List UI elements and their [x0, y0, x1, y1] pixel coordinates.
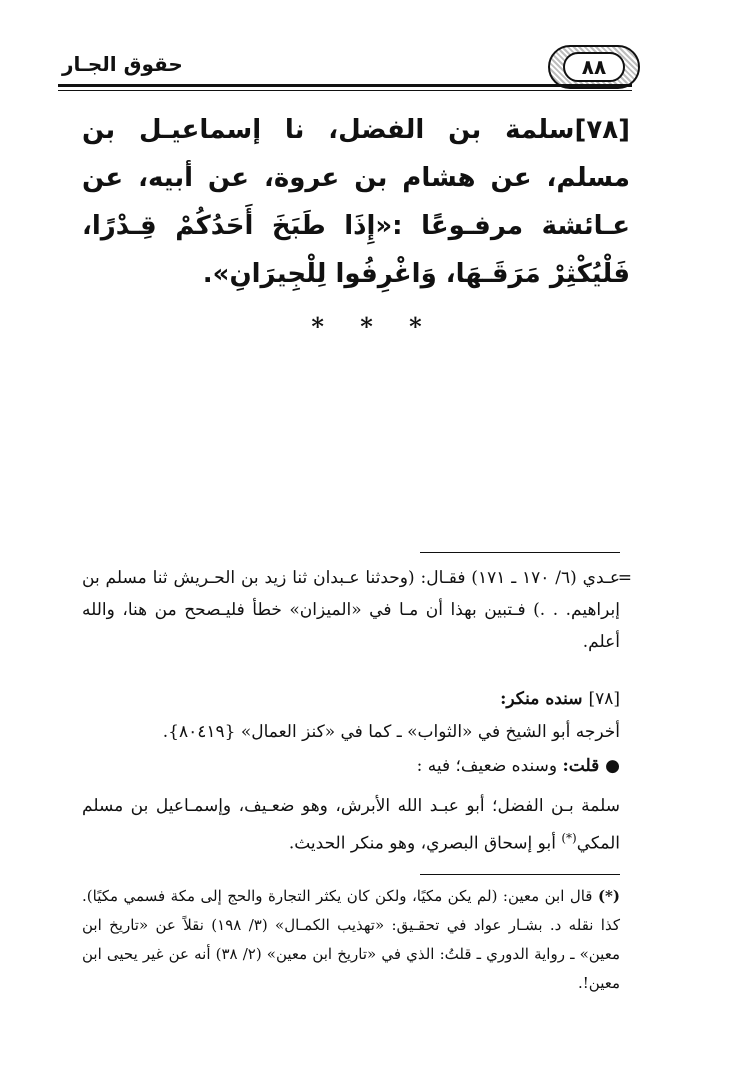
continuation-marker: = — [617, 568, 632, 588]
running-title: حقوق الجـار — [62, 52, 183, 76]
footnote-heading — [82, 683, 620, 715]
bullet-line — [82, 750, 620, 782]
page-number-badge — [548, 45, 640, 89]
margin-note — [82, 882, 620, 998]
footnote-continuation — [82, 562, 632, 658]
note-marker: (*) — [597, 887, 620, 905]
header-rule-thin — [58, 90, 632, 91]
bullet-text: وسنده ضعيف؛ فيه : — [416, 756, 558, 776]
page-number: ٨٨ — [563, 52, 625, 82]
footnote-title: سنده منكر: — [500, 689, 583, 709]
narrator-details — [82, 790, 620, 860]
note-rule — [420, 874, 620, 875]
detail-part-2: أبو إسحاق البصري، وهو منكر الحديث. — [288, 833, 556, 854]
detail-marker: (*) — [561, 831, 577, 845]
footnote-number: [٧٨] — [588, 689, 620, 709]
hadith-text: [٧٨]سلمة بن الفضل، نا إسماعيـل بن مسلم، عن هشام بن عروة، عن أبيه، عن عـائشة مرفـوعًا :«إِذَا طَبَخَ أَحَدُكُمْ قِـدْرًا، فَلْيُكْثِرْ مَرَقَـهَا، وَاغْرِفُوا لِلْجِيرَانِ». — [82, 115, 630, 289]
takhrij-line: أخرجه أبو الشيخ في «الثواب» ـ كما في «كنز العمال» {٨٠٤١٩}. — [162, 722, 620, 742]
header-rule — [58, 84, 632, 87]
bullet-label: ● قلت: — [562, 756, 620, 776]
continuation-text: عـدي (٦/ ١٧٠ ـ ١٧١) فقـال: (وحدثنا عـبدان ثنا زيد بن الحـريش ثنا مسلم بن إبراهيم. . .) فـتبين بهذا أن مـا في «الميزان» خطأ فليـصحح من هنا، والله أعلم. — [82, 568, 620, 652]
note-text: قال ابن معين: (لم يكن مكيًا، ولكن كان يكثر التجارة والحج إلى مكة فسمي مكيًا). كذا نقله د. بشـار عواد في تحقـيق: «تهذيب الكمـال» (٣/ ١٩٨) نقلاً عن «تاريخ ابن معين» ـ رواية الدوري ـ قلتُ: الذي في «تاريخ ابن معين» (٢/ ٣٨) أنه عن غير يحيى ابن معين!. — [82, 887, 620, 992]
section-separator: * * * — [311, 312, 436, 341]
detail-part-1: سلمة بـن الفضل؛ أبو عبـد الله الأبرش، وهو ضعـيف، وإسمـاعيل بن مسلم المكي — [82, 796, 620, 854]
footnote-rule — [420, 552, 620, 553]
